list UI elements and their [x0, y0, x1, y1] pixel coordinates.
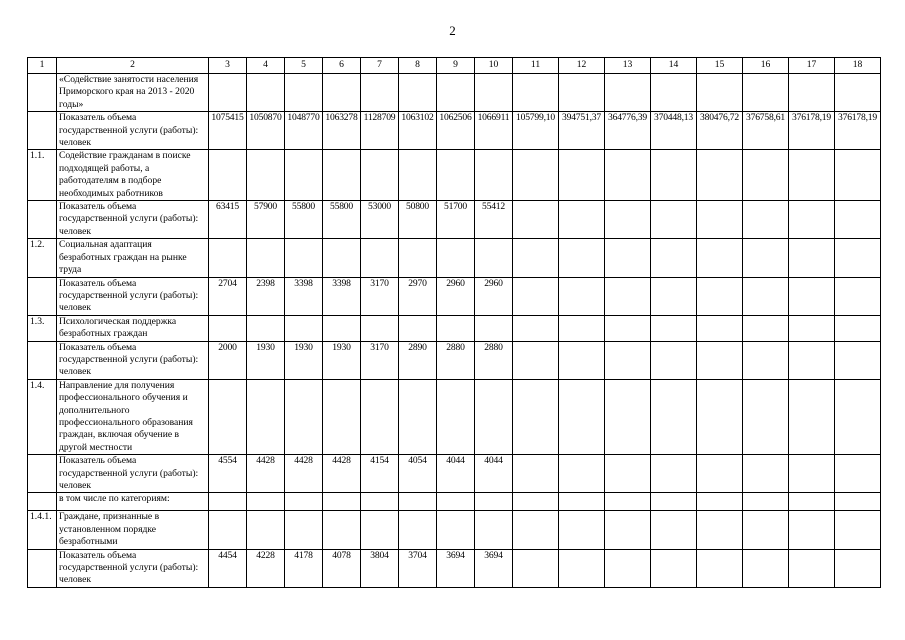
value-cell — [361, 315, 399, 341]
value-cell: 1930 — [247, 341, 285, 379]
value-cell: 1128709 — [361, 112, 399, 150]
value-cell — [559, 341, 605, 379]
value-cell — [789, 74, 835, 112]
value-cell — [559, 315, 605, 341]
table-row — [28, 493, 881, 511]
page-number: 2 — [449, 23, 456, 38]
value-cell — [789, 150, 835, 201]
value-cell — [437, 239, 475, 277]
value-cell — [559, 150, 605, 201]
value-cell: 4044 — [475, 455, 513, 493]
value-cell — [475, 239, 513, 277]
value-cell: 2398 — [247, 277, 285, 315]
value-cell — [697, 493, 743, 511]
value-cell: 105799,10 — [513, 112, 559, 150]
table-row — [28, 201, 881, 239]
value-cell — [605, 239, 651, 277]
value-cell — [437, 74, 475, 112]
row-description: «Содействие занятости населения Приморского края на 2013 - 2020 годы» — [57, 74, 209, 112]
value-cell — [835, 379, 881, 454]
value-cell — [399, 511, 437, 549]
table-row — [28, 549, 881, 587]
value-cell — [513, 74, 559, 112]
row-description: Показатель объема государственной услуги (работы): человек — [57, 277, 209, 315]
value-cell — [651, 455, 697, 493]
value-cell — [835, 493, 881, 511]
value-cell — [285, 239, 323, 277]
value-cell — [743, 455, 789, 493]
value-cell — [697, 277, 743, 315]
value-cell — [437, 315, 475, 341]
column-header: 16 — [743, 58, 789, 74]
value-cell: 3170 — [361, 277, 399, 315]
row-description: Показатель объема государственной услуги (работы): человек — [57, 455, 209, 493]
value-cell: 1063278 — [323, 112, 361, 150]
value-cell: 4454 — [209, 549, 247, 587]
value-cell: 4428 — [285, 455, 323, 493]
value-cell: 376178,19 — [835, 112, 881, 150]
value-cell: 2704 — [209, 277, 247, 315]
column-header: 15 — [697, 58, 743, 74]
value-cell — [651, 239, 697, 277]
value-cell — [835, 511, 881, 549]
value-cell: 4078 — [323, 549, 361, 587]
value-cell — [789, 549, 835, 587]
value-cell — [285, 379, 323, 454]
column-header: 6 — [323, 58, 361, 74]
value-cell — [743, 277, 789, 315]
value-cell: 2000 — [209, 341, 247, 379]
value-cell — [437, 493, 475, 511]
value-cell — [743, 511, 789, 549]
row-code — [28, 549, 57, 587]
value-cell — [743, 74, 789, 112]
value-cell — [743, 549, 789, 587]
value-cell — [697, 455, 743, 493]
value-cell — [789, 379, 835, 454]
value-cell: 2970 — [399, 277, 437, 315]
value-cell: 370448,13 — [651, 112, 697, 150]
row-description: Социальная адаптация безработных граждан на рынке труда — [57, 239, 209, 277]
row-code — [28, 493, 57, 511]
value-cell: 3170 — [361, 341, 399, 379]
value-cell — [475, 150, 513, 201]
value-cell — [437, 511, 475, 549]
value-cell — [361, 150, 399, 201]
value-cell — [399, 379, 437, 454]
value-cell — [285, 511, 323, 549]
value-cell — [789, 341, 835, 379]
value-cell: 57900 — [247, 201, 285, 239]
value-cell: 376178,19 — [789, 112, 835, 150]
table-row — [28, 455, 881, 493]
value-cell — [697, 239, 743, 277]
value-cell — [605, 315, 651, 341]
value-cell — [323, 239, 361, 277]
row-code — [28, 341, 57, 379]
value-cell — [247, 74, 285, 112]
value-cell — [559, 277, 605, 315]
value-cell — [399, 150, 437, 201]
value-cell: 3398 — [323, 277, 361, 315]
value-cell — [475, 315, 513, 341]
value-cell: 364776,39 — [605, 112, 651, 150]
value-cell: 4044 — [437, 455, 475, 493]
value-cell: 4228 — [247, 549, 285, 587]
value-cell — [743, 150, 789, 201]
value-cell — [475, 493, 513, 511]
value-cell — [399, 74, 437, 112]
column-header: 5 — [285, 58, 323, 74]
value-cell — [323, 315, 361, 341]
value-cell — [285, 315, 323, 341]
value-cell: 50800 — [399, 201, 437, 239]
value-cell: 63415 — [209, 201, 247, 239]
value-cell — [789, 277, 835, 315]
value-cell — [513, 277, 559, 315]
value-cell — [559, 201, 605, 239]
row-code: 1.4.1. — [28, 511, 57, 549]
value-cell: 376758,61 — [743, 112, 789, 150]
value-cell: 4054 — [399, 455, 437, 493]
value-cell — [651, 341, 697, 379]
value-cell — [399, 493, 437, 511]
value-cell — [559, 493, 605, 511]
value-cell: 2880 — [475, 341, 513, 379]
value-cell — [361, 74, 399, 112]
row-description: Показатель объема государственной услуги (работы): человек — [57, 341, 209, 379]
value-cell — [697, 315, 743, 341]
value-cell — [651, 201, 697, 239]
value-cell: 55412 — [475, 201, 513, 239]
data-table — [27, 57, 881, 588]
value-cell — [835, 239, 881, 277]
value-cell — [743, 201, 789, 239]
value-cell — [835, 150, 881, 201]
table-row — [28, 511, 881, 549]
value-cell — [247, 379, 285, 454]
value-cell: 1066911 — [475, 112, 513, 150]
value-cell — [323, 150, 361, 201]
value-cell — [651, 379, 697, 454]
value-cell: 2890 — [399, 341, 437, 379]
row-code — [28, 455, 57, 493]
value-cell — [789, 493, 835, 511]
value-cell — [697, 341, 743, 379]
value-cell — [605, 493, 651, 511]
row-code — [28, 201, 57, 239]
value-cell: 3694 — [475, 549, 513, 587]
header-row — [28, 58, 881, 74]
value-cell — [559, 379, 605, 454]
value-cell: 1075415 — [209, 112, 247, 150]
value-cell — [513, 315, 559, 341]
value-cell — [513, 201, 559, 239]
value-cell: 53000 — [361, 201, 399, 239]
value-cell: 380476,72 — [697, 112, 743, 150]
value-cell — [559, 74, 605, 112]
value-cell — [743, 315, 789, 341]
value-cell: 4178 — [285, 549, 323, 587]
row-code: 1.4. — [28, 379, 57, 454]
value-cell: 55800 — [323, 201, 361, 239]
row-code: 1.3. — [28, 315, 57, 341]
value-cell — [513, 239, 559, 277]
value-cell — [209, 315, 247, 341]
value-cell: 55800 — [285, 201, 323, 239]
column-header: 11 — [513, 58, 559, 74]
value-cell — [475, 74, 513, 112]
table-row — [28, 239, 881, 277]
value-cell — [605, 379, 651, 454]
column-header: 14 — [651, 58, 697, 74]
value-cell — [559, 549, 605, 587]
value-cell: 3704 — [399, 549, 437, 587]
value-cell: 394751,37 — [559, 112, 605, 150]
value-cell — [789, 201, 835, 239]
value-cell — [697, 549, 743, 587]
value-cell — [209, 379, 247, 454]
value-cell — [513, 150, 559, 201]
value-cell: 4428 — [247, 455, 285, 493]
column-header: 13 — [605, 58, 651, 74]
value-cell: 3694 — [437, 549, 475, 587]
value-cell — [513, 341, 559, 379]
value-cell — [247, 493, 285, 511]
row-description: Направление для получения профессионального обучения и дополнительного профессионального образования граждан, включая обучение в другой местности — [57, 379, 209, 454]
row-code: 1.2. — [28, 239, 57, 277]
value-cell — [835, 455, 881, 493]
value-cell — [835, 315, 881, 341]
table-row — [28, 379, 881, 454]
value-cell — [285, 150, 323, 201]
column-header: 2 — [57, 58, 209, 74]
value-cell — [605, 511, 651, 549]
column-header: 8 — [399, 58, 437, 74]
value-cell: 1063102 — [399, 112, 437, 150]
value-cell: 1050870 — [247, 112, 285, 150]
value-cell — [209, 511, 247, 549]
value-cell — [475, 511, 513, 549]
value-cell — [835, 341, 881, 379]
value-cell — [513, 511, 559, 549]
value-cell — [789, 315, 835, 341]
value-cell — [743, 493, 789, 511]
value-cell — [513, 493, 559, 511]
value-cell — [285, 493, 323, 511]
value-cell — [361, 239, 399, 277]
value-cell — [651, 277, 697, 315]
row-description: Содействие гражданам в поиске подходящей работы, а работодателям в подборе необходимых работников — [57, 150, 209, 201]
row-code — [28, 277, 57, 315]
value-cell — [209, 150, 247, 201]
value-cell — [559, 511, 605, 549]
row-description: Показатель объема государственной услуги (работы): человек — [57, 112, 209, 150]
value-cell — [247, 315, 285, 341]
value-cell — [559, 239, 605, 277]
value-cell — [247, 150, 285, 201]
row-description: Граждане, признанные в установленном порядке безработными — [57, 511, 209, 549]
row-code — [28, 112, 57, 150]
value-cell — [209, 74, 247, 112]
value-cell: 4154 — [361, 455, 399, 493]
value-cell — [247, 511, 285, 549]
value-cell — [209, 239, 247, 277]
value-cell — [323, 511, 361, 549]
value-cell: 1062506 — [437, 112, 475, 150]
value-cell — [605, 201, 651, 239]
value-cell — [697, 511, 743, 549]
column-header: 3 — [209, 58, 247, 74]
column-header: 17 — [789, 58, 835, 74]
value-cell — [209, 493, 247, 511]
value-cell — [835, 277, 881, 315]
value-cell: 3398 — [285, 277, 323, 315]
value-cell: 2960 — [437, 277, 475, 315]
value-cell: 4428 — [323, 455, 361, 493]
value-cell — [285, 74, 323, 112]
value-cell — [323, 74, 361, 112]
row-description: Показатель объема государственной услуги (работы): человек — [57, 549, 209, 587]
column-header: 1 — [28, 58, 57, 74]
table-row — [28, 341, 881, 379]
value-cell — [697, 201, 743, 239]
row-description: в том числе по категориям: — [57, 493, 209, 511]
value-cell — [835, 74, 881, 112]
table-row — [28, 112, 881, 150]
value-cell: 3804 — [361, 549, 399, 587]
value-cell — [651, 150, 697, 201]
row-code — [28, 74, 57, 112]
value-cell: 1048770 — [285, 112, 323, 150]
value-cell — [361, 379, 399, 454]
value-cell: 2960 — [475, 277, 513, 315]
column-header: 12 — [559, 58, 605, 74]
value-cell — [605, 150, 651, 201]
table-row — [28, 150, 881, 201]
value-cell: 4554 — [209, 455, 247, 493]
value-cell: 2880 — [437, 341, 475, 379]
value-cell — [361, 511, 399, 549]
value-cell — [323, 379, 361, 454]
row-description: Психологическая поддержка безработных граждан — [57, 315, 209, 341]
row-description: Показатель объема государственной услуги (работы): человек — [57, 201, 209, 239]
value-cell — [605, 277, 651, 315]
value-cell — [437, 379, 475, 454]
value-cell — [789, 455, 835, 493]
value-cell — [835, 549, 881, 587]
row-code: 1.1. — [28, 150, 57, 201]
column-header: 4 — [247, 58, 285, 74]
column-header: 10 — [475, 58, 513, 74]
value-cell — [399, 315, 437, 341]
value-cell — [651, 315, 697, 341]
column-header: 18 — [835, 58, 881, 74]
value-cell — [697, 74, 743, 112]
value-cell — [835, 201, 881, 239]
value-cell: 1930 — [323, 341, 361, 379]
value-cell — [605, 455, 651, 493]
value-cell — [247, 239, 285, 277]
value-cell — [651, 549, 697, 587]
value-cell — [651, 74, 697, 112]
value-cell: 1930 — [285, 341, 323, 379]
table-row — [28, 315, 881, 341]
value-cell — [513, 379, 559, 454]
value-cell — [789, 239, 835, 277]
value-cell — [399, 239, 437, 277]
value-cell — [789, 511, 835, 549]
value-cell — [697, 379, 743, 454]
value-cell — [513, 455, 559, 493]
value-cell — [513, 549, 559, 587]
value-cell — [697, 150, 743, 201]
table-row — [28, 74, 881, 112]
value-cell — [605, 74, 651, 112]
value-cell — [437, 150, 475, 201]
value-cell — [605, 549, 651, 587]
table-row — [28, 277, 881, 315]
value-cell — [605, 341, 651, 379]
value-cell — [651, 511, 697, 549]
value-cell — [559, 455, 605, 493]
value-cell: 51700 — [437, 201, 475, 239]
value-cell — [361, 493, 399, 511]
value-cell — [743, 379, 789, 454]
value-cell — [475, 379, 513, 454]
value-cell — [743, 239, 789, 277]
value-cell — [743, 341, 789, 379]
value-cell — [323, 493, 361, 511]
value-cell — [651, 493, 697, 511]
column-header: 7 — [361, 58, 399, 74]
column-header: 9 — [437, 58, 475, 74]
